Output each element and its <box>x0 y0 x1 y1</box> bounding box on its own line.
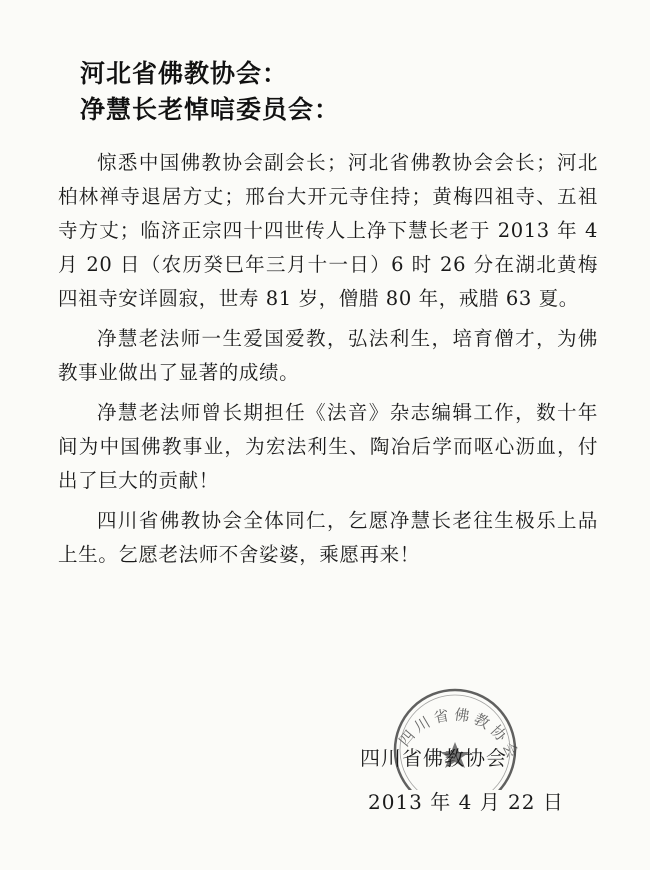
paragraph-announcement: 惊悉中国佛教协会副会长；河北省佛教协会会长；河北柏林禅寺退居方丈；邢台大开元寺住持；黄梅四祖寺、五祖寺方丈；临济正宗四十四世传人上净下慧长老于 2013 年 4 月 20 日（农历癸巳年三月十一日）6 时 26 分在湖北黄梅四祖寺安详圆寂，世寿 81 岁，僧腊 80 年，戒腊 63 夏。 <box>58 151 598 310</box>
paragraph-tribute: 净慧老法师一生爱国爱教，弘法利生，培育僧才，为佛教事业做出了显著的成绩。 <box>58 327 598 384</box>
signature-date: 2013 年 4 月 22 日 <box>368 790 564 814</box>
recipient-line-1: 河北省佛教协会： <box>80 59 289 88</box>
recipient-line-2: 净慧长老悼唁委员会： <box>80 95 341 124</box>
paragraph-wishes: 四川省佛教协会全体同仁，乞愿净慧长老往生极乐上品上生。乞愿老法师不舍娑婆，乘愿再来！ <box>58 509 598 566</box>
letter-body <box>58 146 598 578</box>
seal-icon <box>380 680 530 790</box>
seal-text: 四川省佛教协会 <box>395 705 524 765</box>
official-seal <box>380 680 530 790</box>
signature-organization: 四川省佛教协会 <box>360 746 507 770</box>
paragraph-contribution: 净慧老法师曾长期担任《法音》杂志编辑工作，数十年间为中国佛教事业，为宏法利生、陶冶后学而呕心沥血，付出了巨大的贡献！ <box>58 401 598 492</box>
